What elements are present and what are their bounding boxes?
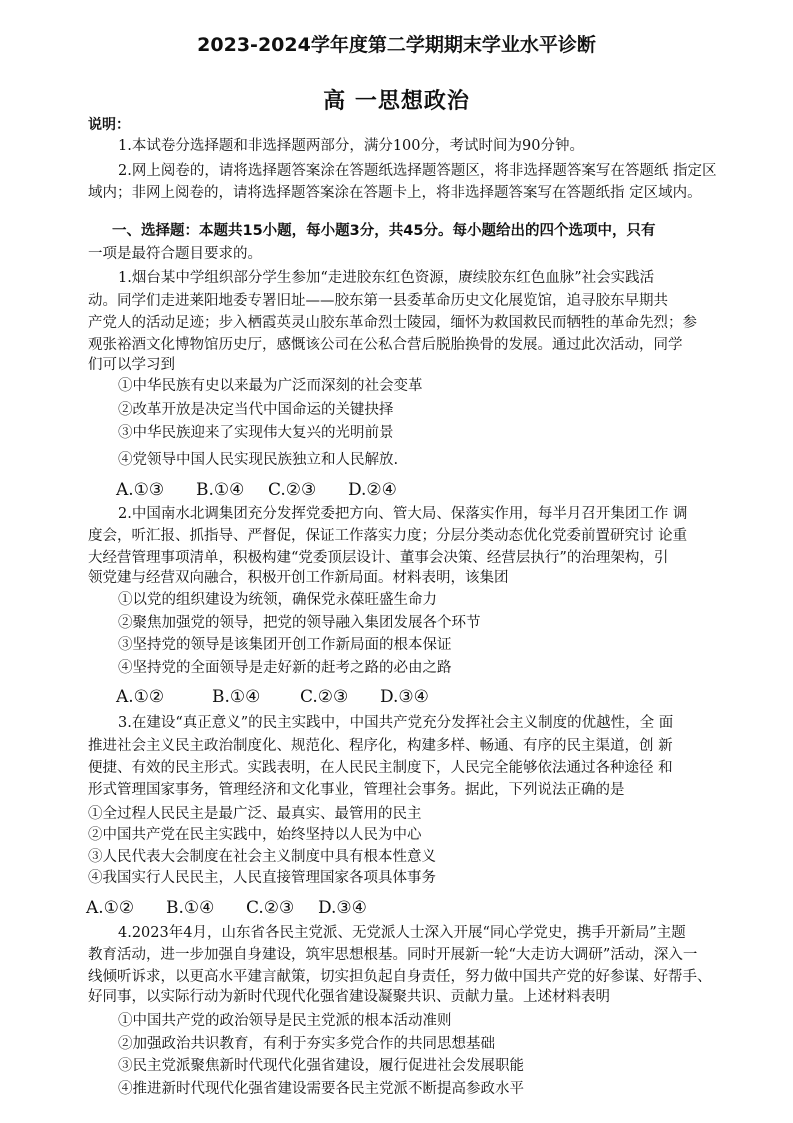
question-1-item: ④党领导中国人民实现民族独立和人民解放. [118,452,399,468]
choice-c[interactable]: C.②③ [246,898,295,918]
choice-a[interactable]: A.①③ [116,480,165,500]
question-3-stem: 推进社会主义民主政治制度化、规范化、程序化，构建多样、畅通、有序的民主渠道，创 新 [88,738,673,754]
question-1-item: ①中华民族有史以来最为广泛而深刻的社会变革 [118,378,423,394]
question-3-stem: 便捷、有效的民主形式。实践表明，在人民民主制度下，人民完全能够依法通过各种途径 和 [88,760,673,776]
choice-c[interactable]: C.②③ [268,480,317,500]
question-3-item: ①全过程人民民主是最广泛、最真实、最管用的民主 [88,806,422,822]
question-2-stem: 领党建与经营双向融合，积极开创工作新局面。材料表明，该集团 [88,570,509,586]
question-3-item: ②中国共产党在民主实践中，始终坚持以人民为中心 [88,827,422,843]
question-1-stem: 观张裕酒文化博物馆历史厅，感慨该公司在公私合营后脱胎换骨的发展。通过此次活动，同学 [88,337,683,353]
question-1-stem: 1.烟台某中学组织部分学生参加“走进胶东红色资源，赓续胶东红色血脉”社会实践活 [118,270,655,286]
choice-d[interactable]: D.③④ [318,898,367,918]
question-3-item: ③人民代表大会制度在社会主义制度中具有根本性意义 [88,849,436,865]
question-1-item: ②改革开放是决定当代中国命运的关键抉择 [118,402,394,418]
exam-title: 2023-2024学年度第二学期期末学业水平诊断 [197,34,596,56]
question-4-item: ③民主党派聚焦新时代现代化强省建设，履行促进社会发展职能 [118,1058,524,1074]
question-3-item: ④我国实行人民民主，人民直接管理国家各项具体事务 [88,870,436,886]
question-2-item: ③坚持党的领导是该集团开创工作新局面的根本保证 [118,637,452,653]
question-4-stem: 教育活动，进一步加强自身建设，筑牢思想根基。同时开展新一轮“大走访大调研”活动，深入一 [88,947,698,963]
question-4-stem: 4.2023年4月，山东省各民主党派、无党派人士深入开展“同心学党史，携手开新局”主题 [118,925,686,941]
question-2-choices [116,686,429,708]
question-1-stem: 产党人的活动足迹；步入栖霞英灵山胶东革命烈士陵园，缅怀为救国救民而牺牲的革命先烈；参 [88,315,697,331]
question-4-item: ①中国共产党的政治领导是民主党派的根本活动准则 [118,1013,452,1029]
question-3-stem: 3.在建设“真正意义”的民主实践中，中国共产党充分发挥社会主义制度的优越性，全 面 [118,715,674,731]
choice-a[interactable]: A.①② [116,687,165,707]
section-header-line1: 一、选择题：本题共15小题，每小题3分，共45分。每小题给出的四个选项中，只有 [112,223,656,239]
question-3-choices [86,897,367,919]
instruction-2-line1: 2.网上阅卷的，请将选择题答案涂在答题纸选择题答题区，将非选择题答案写在答题纸 指定区 [118,163,717,179]
section-header-line2: 一项是最符合题目要求的。 [88,246,262,262]
question-2-item: ①以党的组织建设为统领，确保党永葆旺盛生命力 [118,592,437,608]
choice-b[interactable]: B.①④ [212,687,261,707]
question-1-stem: 们可以学习到 [88,357,175,373]
question-4-stem: 好同事，以实际行动为新时代现代化强省建设凝聚共识、贡献力量。上述材料表明 [88,989,610,1005]
question-2-stem: 大经营管理事项清单，积极构建“党委顶层设计、董事会决策、经营层执行”的治理架构，引 [88,550,669,566]
question-2-stem: 度会，听汇报、抓指导、严督促，保证工作落实力度；分层分类动态优化党委前置研究讨 论重 [88,528,688,544]
instruction-2-line2: 域内；非网上阅卷的，请将选择题答案涂在答题卡上，将非选择题答案写在答题纸指 定区域内。 [88,185,702,201]
question-1-choices [116,479,397,501]
question-2-stem: 2.中国南水北调集团充分发挥党委把方向、管大局、保落实作用，每半月召开集团工作 调 [118,506,688,522]
question-1-item: ③中华民族迎来了实现伟大复兴的光明前景 [118,425,394,441]
choice-d[interactable]: D.②④ [348,480,397,500]
question-3-stem: 形式管理国家事务，管理经济和文化事业，管理社会事务。据此，下列说法正确的是 [88,782,625,798]
instructions-label: 说明： [88,117,130,133]
question-2-item: ④坚持党的全面领导是走好新的赶考之路的必由之路 [118,660,452,676]
instruction-1: 1.本试卷分选择题和非选择题两部分，满分100分，考试时间为90分钟。 [118,138,584,154]
choice-a[interactable]: A.①② [86,898,135,918]
question-4-stem: 线倾听诉求，以更高水平建言献策，切实担负起自身责任，努力做中国共产党的好参谋、好帮手、 [88,969,712,985]
choice-b[interactable]: B.①④ [196,480,245,500]
question-4-item: ②加强政治共识教育，有利于夯实多党合作的共同思想基础 [118,1036,495,1052]
choice-c[interactable]: C.②③ [300,687,349,707]
choice-d[interactable]: D.③④ [380,687,429,707]
subject-title: 高 一思想政治 [323,89,470,114]
question-4-item: ④推进新时代现代化强省建设需要各民主党派不断提高参政水平 [118,1081,524,1097]
choice-b[interactable]: B.①④ [166,898,215,918]
question-2-item: ②聚焦加强党的领导，把党的领导融入集团发展各个环节 [118,615,481,631]
question-1-stem: 动。同学们走进莱阳地委专署旧址——胶东第一县委革命历史文化展览馆，追寻胶东早期共 [88,293,668,309]
